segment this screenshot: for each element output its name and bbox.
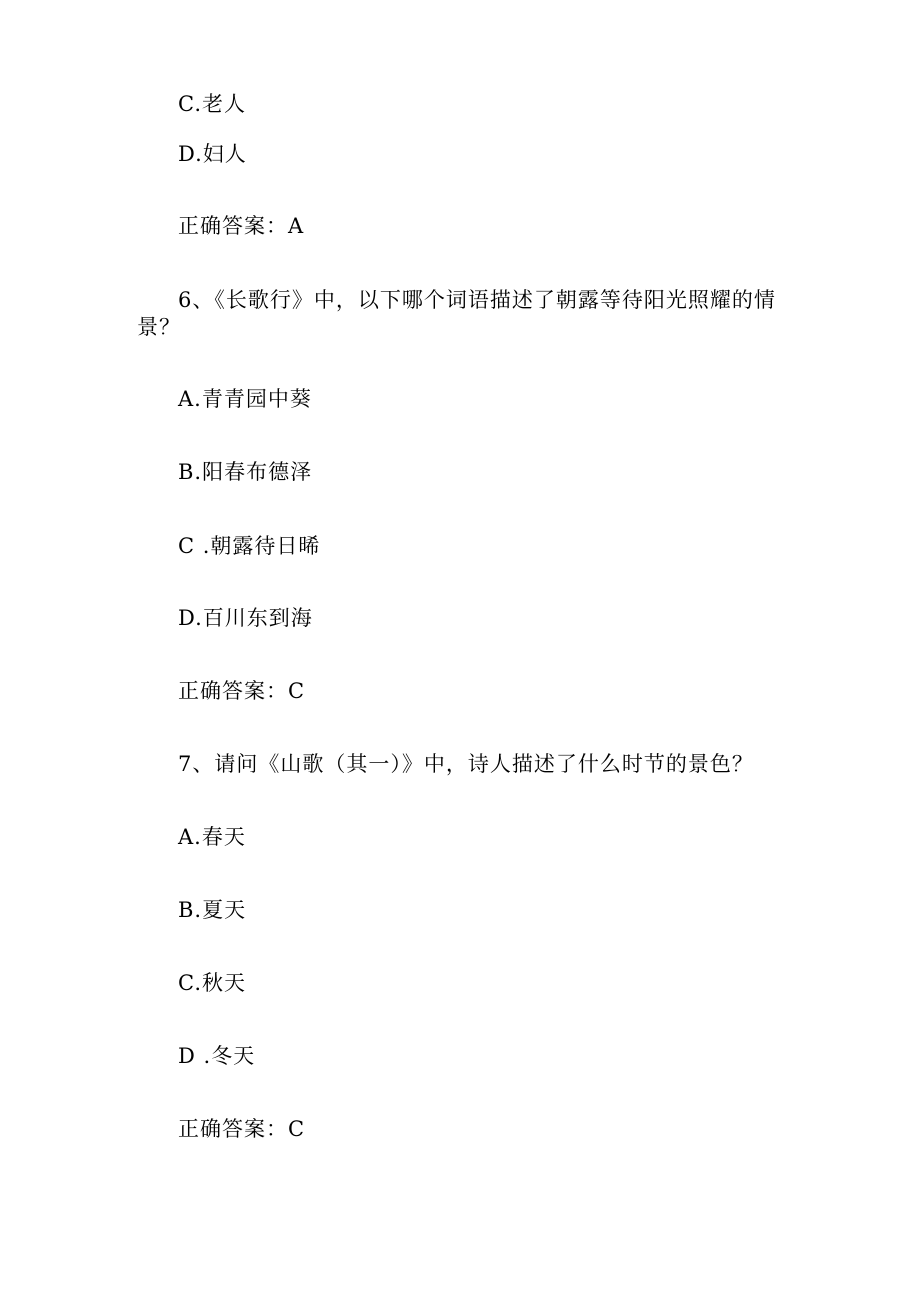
q6-option-d: D.百川东到海 xyxy=(178,606,313,630)
q5-option-d: D.妇人 xyxy=(178,142,247,166)
q6-question-line-2: 景？ xyxy=(137,315,181,339)
q7-question: 7、请问《山歌（其一）》中，诗人描述了什么时节的景色？ xyxy=(178,752,754,776)
q5-answer: 正确答案：A xyxy=(178,214,305,238)
q6-question-line-1: 6、《长歌行》中，以下哪个词语描述了朝露等待阳光照耀的情 xyxy=(178,288,776,312)
q7-option-b: B.夏天 xyxy=(178,898,247,922)
q6-answer: 正确答案：C xyxy=(178,679,306,703)
q6-option-a: A.青青园中葵 xyxy=(178,387,312,411)
q7-option-c: C.秋天 xyxy=(178,971,246,995)
q7-answer: 正确答案：C xyxy=(178,1117,306,1141)
q6-option-b: B.阳春布德泽 xyxy=(178,460,313,484)
q6-option-c: C .朝露待日晞 xyxy=(178,534,321,558)
q7-option-d: D .冬天 xyxy=(178,1044,256,1068)
q7-option-a: A.春天 xyxy=(178,825,246,849)
q5-option-c: C.老人 xyxy=(178,92,246,116)
